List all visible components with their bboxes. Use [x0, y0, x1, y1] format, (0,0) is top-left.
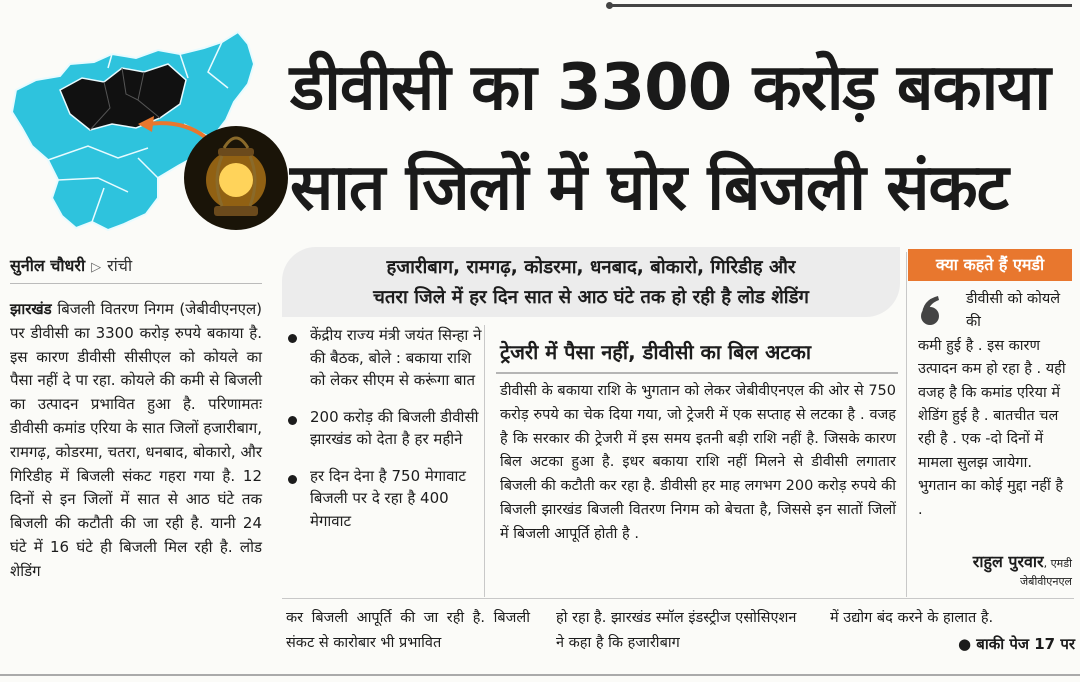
bullet-item: 200 करोड़ की बिजली डीवीसी झारखंड को देता है हर महीने	[286, 406, 482, 451]
treasury-text: डीवीसी के बकाया राशि के भुगतान को लेकर जेबीवीएनएल की ओर से 750 करोड़ रुपये का चेक दिया गया, जो ट्रेजरी में एक सप्ताह से लटका है . वजह है कि सरकार की ट्रेजरी में इस समय इतनी बड़ी राशि नहीं है. जिसके कारण बिल अटका हुआ है. इधर बकाया राशि नहीं मिलने से डीवीसी लगातार बिजली की कटौती कर रहा है. डीवीसी हर माह लगभग 200 करोड़ रुपये की बिजली झारखंड बिजली वितरण निगम को बेचता है, जिससे इन सातों जिलों में बिजली आपूर्ति होती है .	[500, 383, 896, 542]
headline-line-2: सात जिलों में घोर बिजली संकट	[290, 151, 1008, 225]
md-organisation: जेबीवीएनएल	[1020, 575, 1072, 588]
bottom-column-3: में उद्योग बंद करने के हालात है.	[830, 610, 994, 626]
headline-line-1: डीवीसी का 3300 करोड़ बकाया	[290, 51, 1050, 125]
lead-word: झारखंड	[10, 300, 52, 318]
subhead-rule	[496, 372, 898, 374]
page-bottom-rule	[0, 674, 1080, 676]
byline	[10, 254, 260, 276]
md-says-heading: क्या कहते हैं एमडी	[908, 249, 1072, 281]
md-designation: , एमडी	[1043, 557, 1072, 570]
md-quote-start: डीवीसी को कोयले की	[966, 291, 1061, 331]
byline-separator: ▷	[91, 260, 102, 275]
left-column-text	[10, 298, 262, 584]
top-rule	[610, 4, 1072, 7]
subheadline-banner	[282, 247, 900, 317]
highlight-bullets	[286, 324, 482, 546]
jharkhand-map-icon	[8, 28, 288, 238]
dateline-city: रांची	[107, 256, 133, 275]
continued-on-page-link[interactable]: ● बाकी पेज 17 पर	[957, 635, 1075, 653]
bullet-dot-icon	[288, 334, 297, 343]
md-quote-rest: कमी हुई है . इस कारण उत्पादन कम हो रहा है . यही वजह है कि कमांड एरिया में शेडिंग हुई है . बातचीत चल रही है . एक -दो दिनों में मामला सुलझ जायेगा. भुगतान का कोई मुद्दा नहीं है .	[918, 337, 1066, 518]
bottom-column-2: हो रहा है. झारखंड स्मॉल इंडस्ट्रीज एसोसिएशन ने कहा है कि हजारीबाग	[556, 610, 797, 651]
top-rule-dot	[606, 2, 613, 9]
column-divider	[906, 252, 907, 597]
bottom-rule	[282, 598, 1074, 599]
bottom-column-1: कर बिजली आपूर्ति की जा रही है. बिजली संकट से कारोबार भी प्रभावित	[286, 610, 530, 651]
bullet-item: केंद्रीय राज्य मंत्री जयंत सिन्हा ने की बैठक, बोले : बकाया राशि को लेकर सीएम से करूंगा बात	[286, 324, 482, 392]
left-column-body: बिजली वितरण निगम (जेबीवीएनएल) पर डीवीसी का 3300 करोड़ रुपये बकाया है. इस कारण डीवीसी सीसीएल को कोयले का पैसा नहीं दे पा रहा. कोयले की कमी से बिजली का उत्पादन प्रभावित हुआ है. परिणामतः डीवीसी कमांड एरिया के सात जिलों हजारीबाग, रामगढ़, कोडरमा, चतरा, धनबाद, बोकारो, और गिरिडीह में बिजली संकट गहरा गया है. 12 दिनों से इन जिलों में सात से आठ घंटे तक बिजली की कटौती की जा रही है. यानी 24 घंटे में 16 घंटे ही बिजली मिल रही है. लोड शेडिंग	[10, 300, 262, 580]
bullet-dot-icon	[288, 416, 297, 425]
banner-line-1: हजारीबाग, रामगढ़, कोडरमा, धनबाद, बोकारो, गिरिडीह और	[386, 257, 796, 278]
byline-rule	[10, 283, 262, 284]
column-divider	[484, 325, 485, 597]
md-name: राहुल पुरवार, एमडी	[972, 552, 1072, 571]
bullet-item: हर दिन देना है 750 मेगावाट बिजली पर दे रहा है 400 मेगावाट	[286, 465, 482, 533]
md-quote	[918, 288, 1068, 522]
treasury-subhead: ट्रेजरी में पैसा नहीं, डीवीसी का बिल अटका	[500, 340, 812, 364]
bullet-dot-icon	[288, 475, 297, 484]
headline	[290, 38, 1075, 238]
banner-line-2: चतरा जिले में हर दिन सात से आठ घंटे तक हो रही है लोड शेडिंग	[373, 287, 809, 308]
author-name: सुनील चौधरी	[10, 256, 86, 275]
lantern-icon	[184, 126, 288, 230]
